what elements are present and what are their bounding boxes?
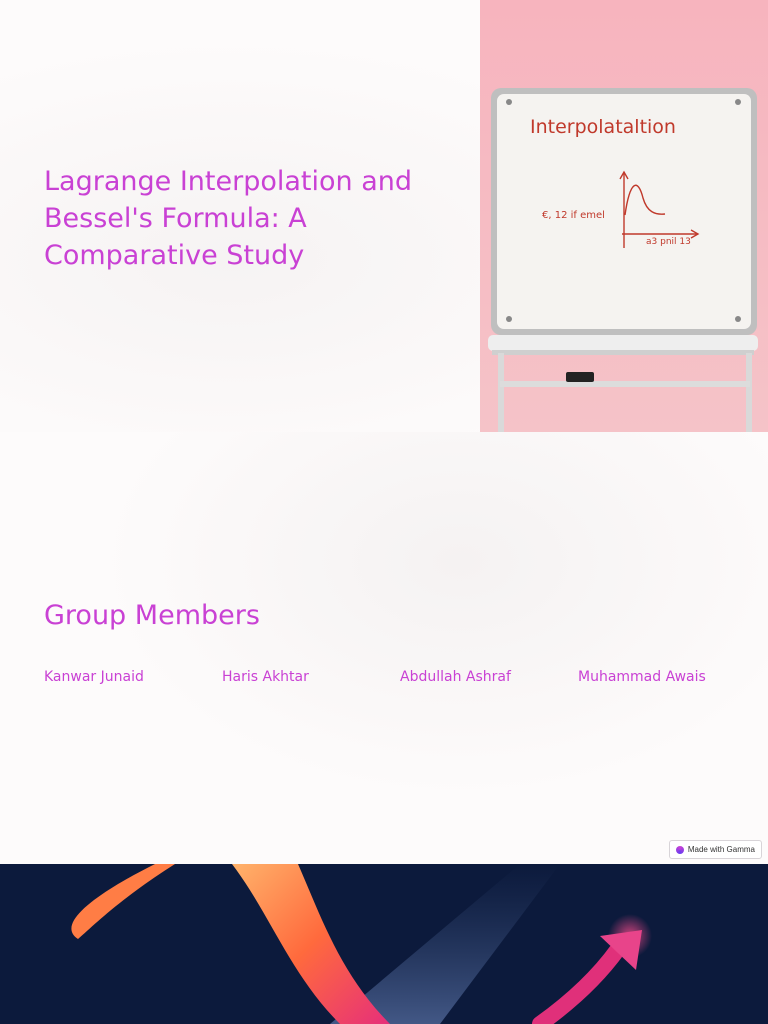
- next-slide-preview: [0, 864, 768, 1024]
- board-heading: Interpolataltion: [530, 116, 676, 138]
- gamma-logo-icon: [676, 846, 684, 854]
- whiteboard-photo: [480, 0, 768, 432]
- member-name: Muhammad Awais: [578, 669, 706, 685]
- board-axis-note: a3 pnil 13: [646, 237, 691, 247]
- slide-title: Lagrange Interpolation and Bessel's Formula: A Comparative Study: [44, 166, 412, 271]
- title-slide: [0, 0, 768, 432]
- member-name: Haris Akhtar: [222, 669, 309, 685]
- eraser: [566, 372, 594, 382]
- section-title: Group Members: [44, 600, 260, 631]
- made-with-gamma-badge[interactable]: [669, 840, 762, 859]
- arrow-decoration: [0, 864, 768, 1024]
- board-left-note: €, 12 if emel: [542, 210, 605, 221]
- member-name: Kanwar Junaid: [44, 669, 144, 685]
- badge-label: Made with Gamma: [687, 845, 755, 854]
- group-members-slide: [0, 432, 768, 864]
- member-name: Abdullah Ashraf: [400, 669, 511, 685]
